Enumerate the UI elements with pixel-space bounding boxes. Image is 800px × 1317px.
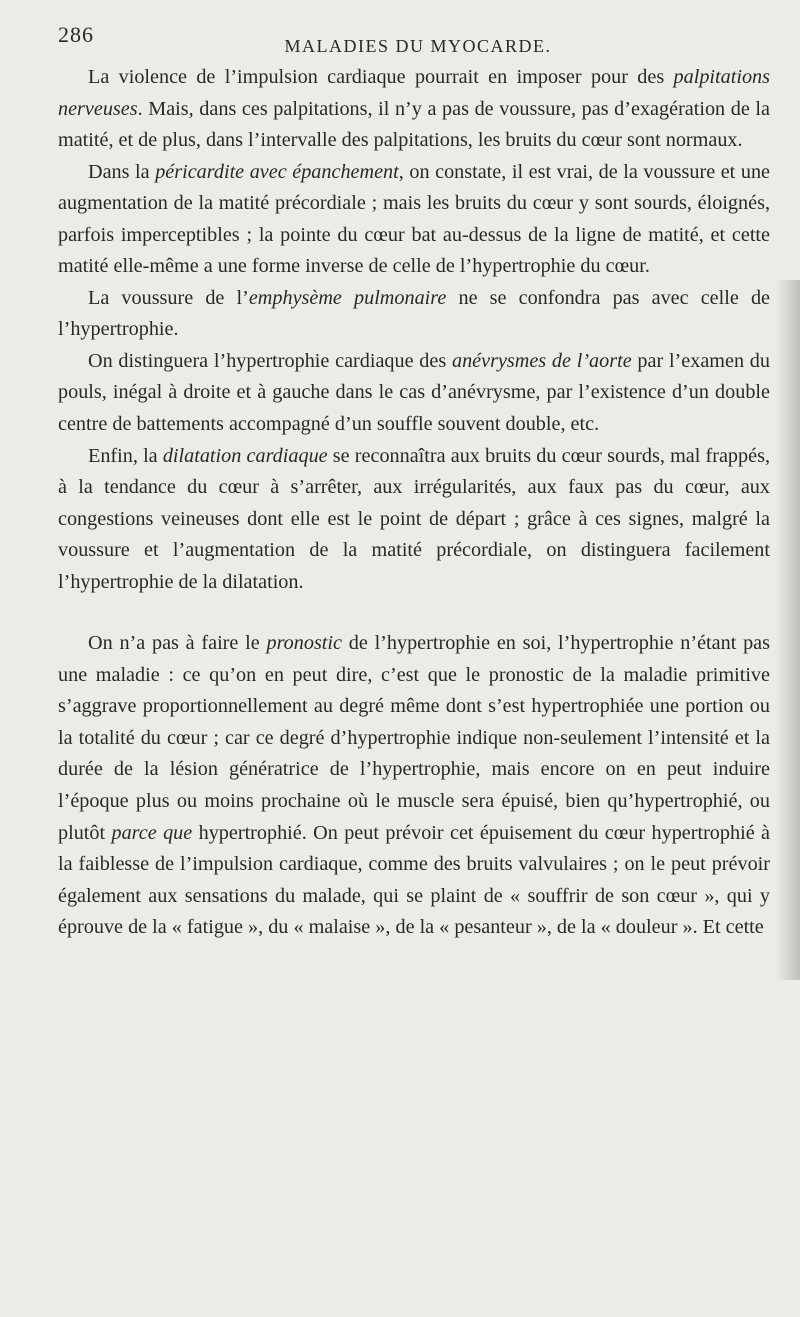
text-run: On n’a pas à faire le bbox=[88, 632, 267, 655]
italic-term: anévrysmes de l’aorte bbox=[451, 349, 632, 372]
text-run: , on constate, il est vrai, de la voussure et une augmentation de la matité précordiale ; mais les bruits du cœur y sont sourds, éloignés, parfois imperceptibles ; la pointe du cœur bat au-dessus de la ligne de matité, et cette matité elle-même a une forme inverse de celle de l’hypertrophie du cœur. bbox=[58, 160, 770, 278]
text-run: On distinguera l’hypertrophie cardiaque des bbox=[88, 349, 452, 372]
paragraph-p4 bbox=[58, 346, 770, 441]
page-edge-shadow bbox=[776, 280, 800, 980]
italic-term: parce que bbox=[111, 821, 193, 844]
text-run: Dans la bbox=[88, 160, 156, 183]
italic-term: dilatation cardiaque bbox=[162, 444, 328, 467]
paragraph-p1 bbox=[58, 62, 770, 157]
text-run: par l’examen du pouls, inégal à droite et à gauche dans le cas d’anévrysme, par l’existence d’un double centre de battements accompagné d’un souffle souvent double, etc. bbox=[58, 349, 770, 436]
italic-term: péricardite avec épanchement bbox=[155, 160, 399, 183]
text-run: de l’hypertrophie en soi, l’hypertrophie n’étant pas une maladie : ce qu’on en peut dire, c’est que le pronostic de la maladie primitive s’aggrave proportionnellement au degré même dont s’est hypertrophiée une portion ou la totalité du cœur ; car ce degré d’hypertrophie indique non-seulement l’intensité et la durée de la lésion génératrice de l’hypertrophie, mais encore on en peut induire l’époque plus ou moins prochaine où le muscle sera épuisé, bien qu’hypertrophié, ou plutôt bbox=[58, 632, 770, 844]
paragraph-p6 bbox=[58, 628, 770, 943]
running-title: MALADIES DU MYOCARDE. bbox=[284, 36, 552, 56]
page-header bbox=[58, 22, 778, 58]
italic-term: palpitations nerveuses bbox=[58, 66, 770, 120]
text-run: hypertrophié. On peut prévoir cet épuisement du cœur hypertrophié à la faiblesse de l’impulsion cardiaque, comme des bruits valvulaires ; on le peut prévoir également aux sensations du malade, qui se plaint de « souffrir de son cœur », qui y éprouve de la « fatigue », du « malaise », de la « pesanteur », de la « douleur ». Et cette bbox=[58, 821, 770, 939]
italic-term: pronostic bbox=[266, 632, 342, 655]
text-run: se reconnaîtra aux bruits du cœur sourds, mal frappés, à la tendance du cœur à s’arrêter, aux irrégularités, aux faux pas du cœur, aux congestions veineuses dont elle est le point de départ ; grâce à ces signes, malgré la voussure et l’augmentation de la matité précordiale, on distinguera facilement l’hypertrophie de la dilatation. bbox=[58, 444, 770, 593]
body-text bbox=[58, 62, 770, 944]
page-number: 286 bbox=[58, 22, 94, 47]
paragraph-p3 bbox=[58, 283, 770, 346]
text-run: La voussure de l’ bbox=[88, 286, 249, 309]
text-run: ne se confondra pas avec celle de l’hypertrophie. bbox=[58, 286, 771, 341]
italic-term: emphysème pulmonaire bbox=[248, 286, 447, 309]
paragraph-p5 bbox=[58, 441, 770, 599]
text-run: . Mais, dans ces palpitations, il n’y a pas de voussure, pas d’exagération de la matité, et de plus, dans l’intervalle des palpitations, les bruits du cœur sont normaux. bbox=[58, 97, 770, 152]
text-run: La violence de l’impulsion cardiaque pourrait en imposer pour des bbox=[88, 66, 674, 88]
paragraph-p2 bbox=[58, 157, 770, 283]
text-run: Enfin, la bbox=[88, 444, 163, 467]
